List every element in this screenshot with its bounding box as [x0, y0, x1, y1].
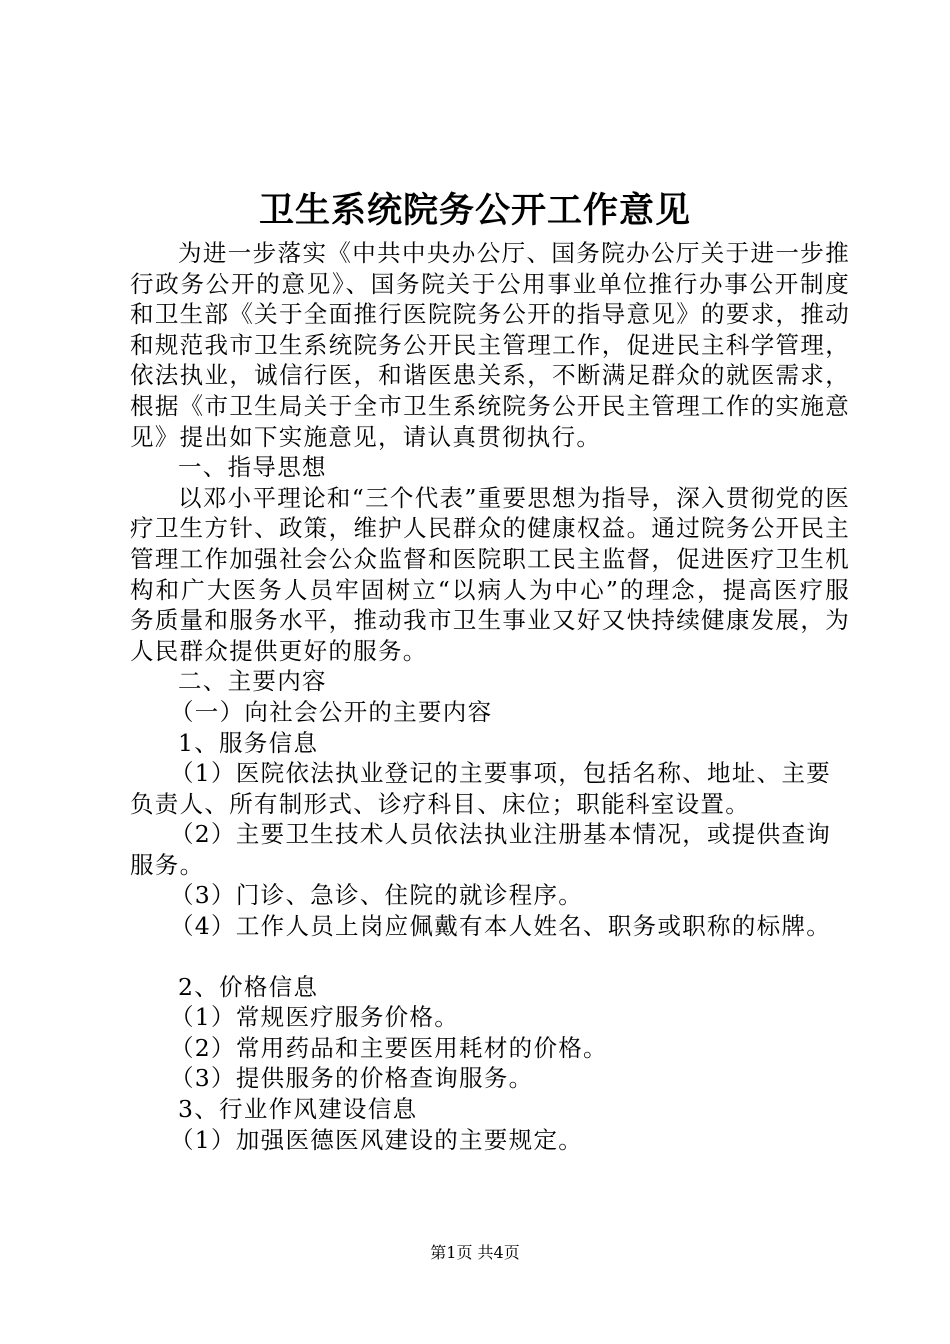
item1-heading: 1、服务信息 — [178, 728, 319, 757]
section2-heading: 二、主要内容 — [178, 667, 327, 696]
item1-3-text: （3）门诊、急诊、住院的就诊程序。 — [170, 881, 584, 910]
item1-4-text: （4）工作人员上岗应佩戴有本人姓名、职务或职称的标牌。 — [170, 912, 832, 941]
intro-paragraph: 为进一步落实《中共中央办公厅、国务院办公厅关于进一步推行政务公开的意见》、国务院关于公用事业单位推行办事公开制度和卫生部《关于全面推行医院院务公开的指导意见》的要求，推动和规范我市卫生系统院务公开民主管理工作，促进民主科学管理，依法执业，诚信行医，和谐医患关系，不断满足群众的就医需求，根据《市卫生局关于全市卫生系统院务公开民主管理工作的实施意见》提出如下实施意见，请认真贯彻执行。 — [130, 239, 850, 451]
section1-heading: 一、指导思想 — [178, 453, 327, 482]
item1-2-text: （2）主要卫生技术人员依法执业注册基本情况，或提供查询服务。 — [130, 820, 832, 879]
page-number-footer: 第1页 共4页 — [430, 1243, 520, 1262]
item1-1-text: （1）医院依法执业登记的主要事项，包括名称、地址、主要负责人、所有制形式、诊疗科目、床位；职能科室设置。 — [130, 759, 832, 818]
item3-heading: 3、行业作风建设信息 — [178, 1095, 418, 1124]
subsection1-heading: （一）向社会公开的主要内容 — [170, 697, 493, 726]
item3-1-text: （1）加强医德医风建设的主要规定。 — [170, 1125, 584, 1154]
item2-3-text: （3）提供服务的价格查询服务。 — [170, 1064, 534, 1093]
item2-heading: 2、价格信息 — [178, 972, 319, 1001]
document-body — [130, 238, 850, 1155]
item2-1-text: （1）常规医疗服务价格。 — [170, 1003, 460, 1032]
item2-2-text: （2）常用药品和主要医用耗材的价格。 — [170, 1033, 608, 1062]
section1-paragraph: 以邓小平理论和“三个代表”重要思想为指导，深入贯彻党的医疗卫生方针、政策，维护人民群众的健康权益。通过院务公开民主管理工作加强社会公众监督和医院职工民主监督，促进医疗卫生机构和广大医务人员牢固树立“以病人为中心”的理念，提高医疗服务质量和服务水平，推动我市卫生事业又好又快持续健康发展，为人民群众提供更好的服务。 — [130, 483, 850, 665]
paragraph-gap — [130, 942, 850, 972]
document-title: 卫生系统院务公开工作意见 — [258, 190, 691, 231]
